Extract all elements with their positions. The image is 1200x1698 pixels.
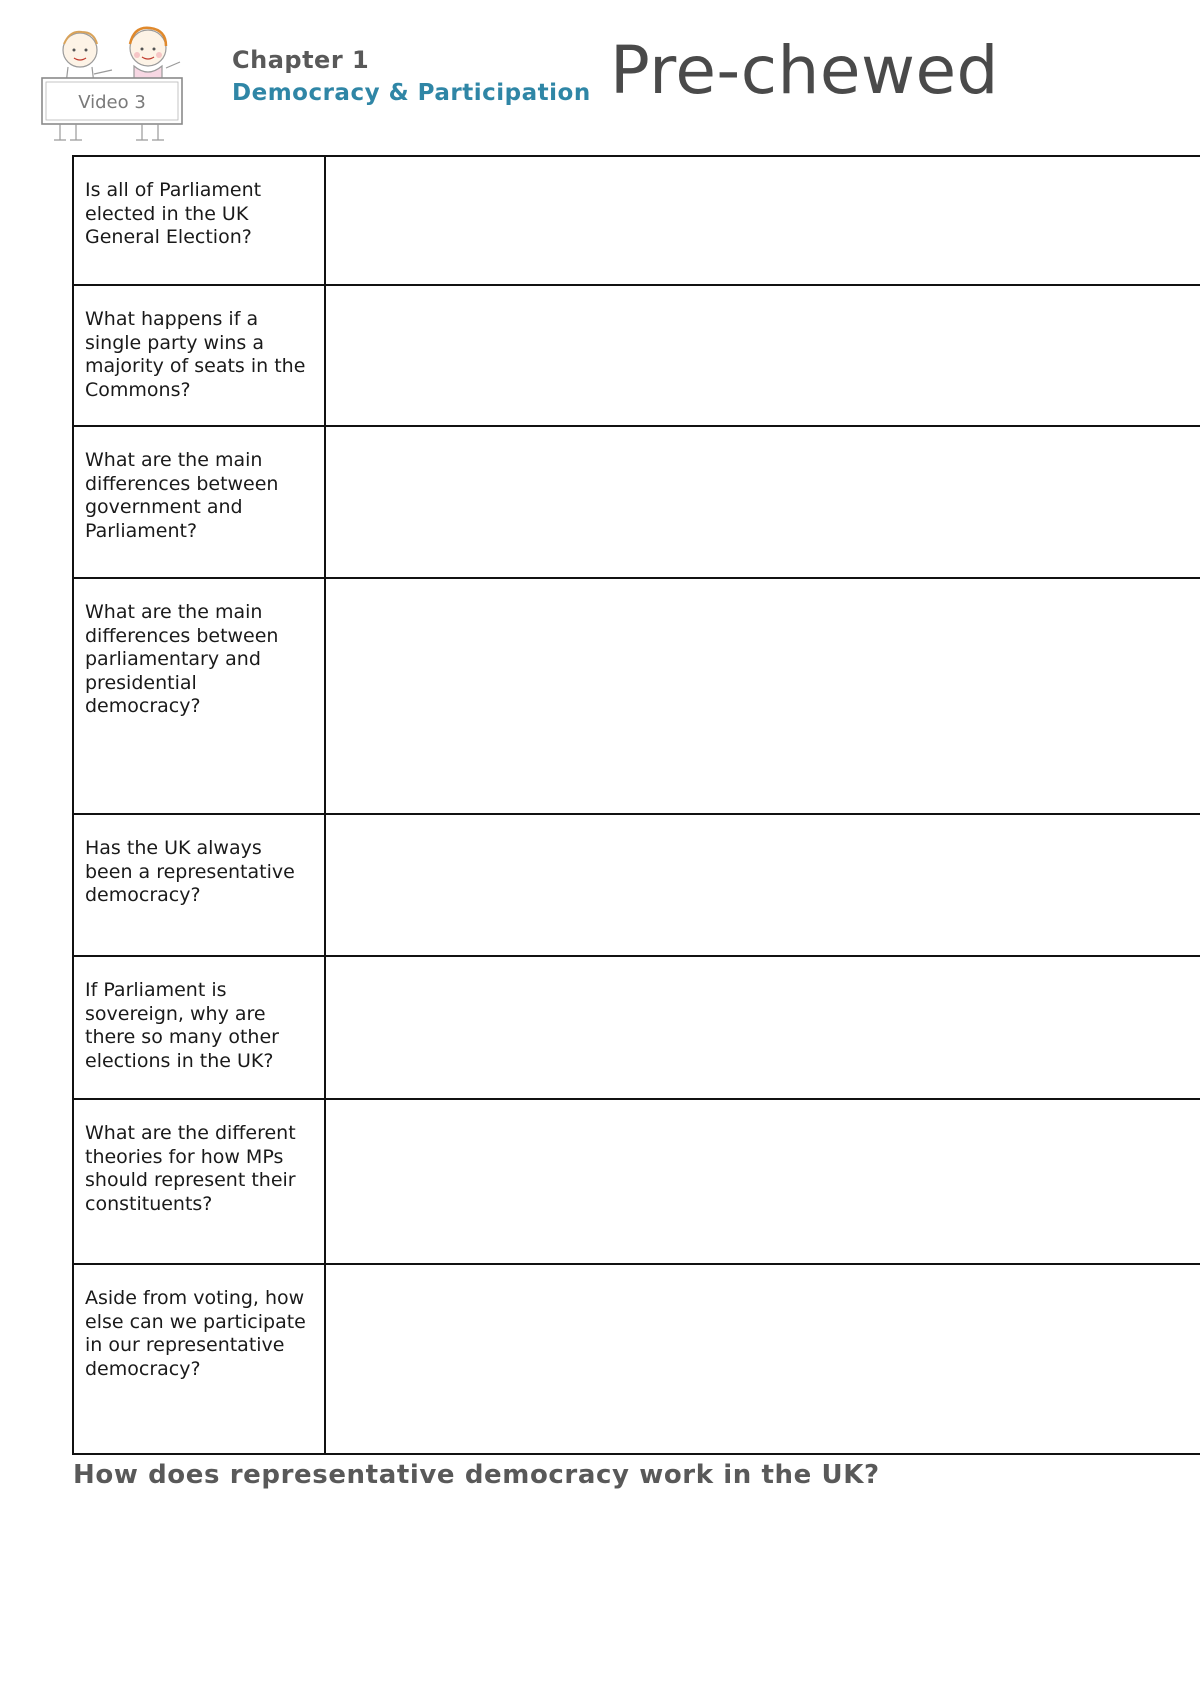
chapter-label: Chapter 1 (232, 46, 370, 74)
question-table (72, 155, 1200, 1455)
table-row (73, 1099, 1200, 1264)
topic-title: Democracy & Participation (232, 80, 591, 106)
table-row (73, 285, 1200, 426)
answer-cell[interactable] (325, 578, 1200, 814)
table-row (73, 814, 1200, 956)
table-row (73, 1264, 1200, 1454)
question-cell: What are the different theories for how MPs should represent their constituents? (73, 1099, 325, 1264)
table-row (73, 426, 1200, 578)
video-label: Video 3 (78, 92, 146, 113)
question-cell: What are the main differences between parliamentary and presidential democracy? (73, 578, 325, 814)
mascot-kids-sign-icon (38, 22, 196, 146)
question-cell: Is all of Parliament elected in the UK General Election? (73, 156, 325, 285)
answer-cell[interactable] (325, 285, 1200, 426)
answer-cell[interactable] (325, 956, 1200, 1099)
worksheet-title-question: How does representative democracy work in the UK? (73, 1460, 880, 1490)
question-cell: What are the main differences between government and Parliament? (73, 426, 325, 578)
question-cell: If Parliament is sovereign, why are there so many other elections in the UK? (73, 956, 325, 1099)
brand-name: Pre-chewed (610, 32, 999, 109)
answer-cell[interactable] (325, 426, 1200, 578)
table-row (73, 956, 1200, 1099)
question-cell: What happens if a single party wins a majority of seats in the Commons? (73, 285, 325, 426)
answer-cell[interactable] (325, 1264, 1200, 1454)
answer-cell[interactable] (325, 156, 1200, 285)
question-cell: Has the UK always been a representative democracy? (73, 814, 325, 956)
question-cell: Aside from voting, how else can we participate in our representative democracy? (73, 1264, 325, 1454)
table-row (73, 156, 1200, 285)
table-row (73, 578, 1200, 814)
answer-cell[interactable] (325, 1099, 1200, 1264)
answer-cell[interactable] (325, 814, 1200, 956)
